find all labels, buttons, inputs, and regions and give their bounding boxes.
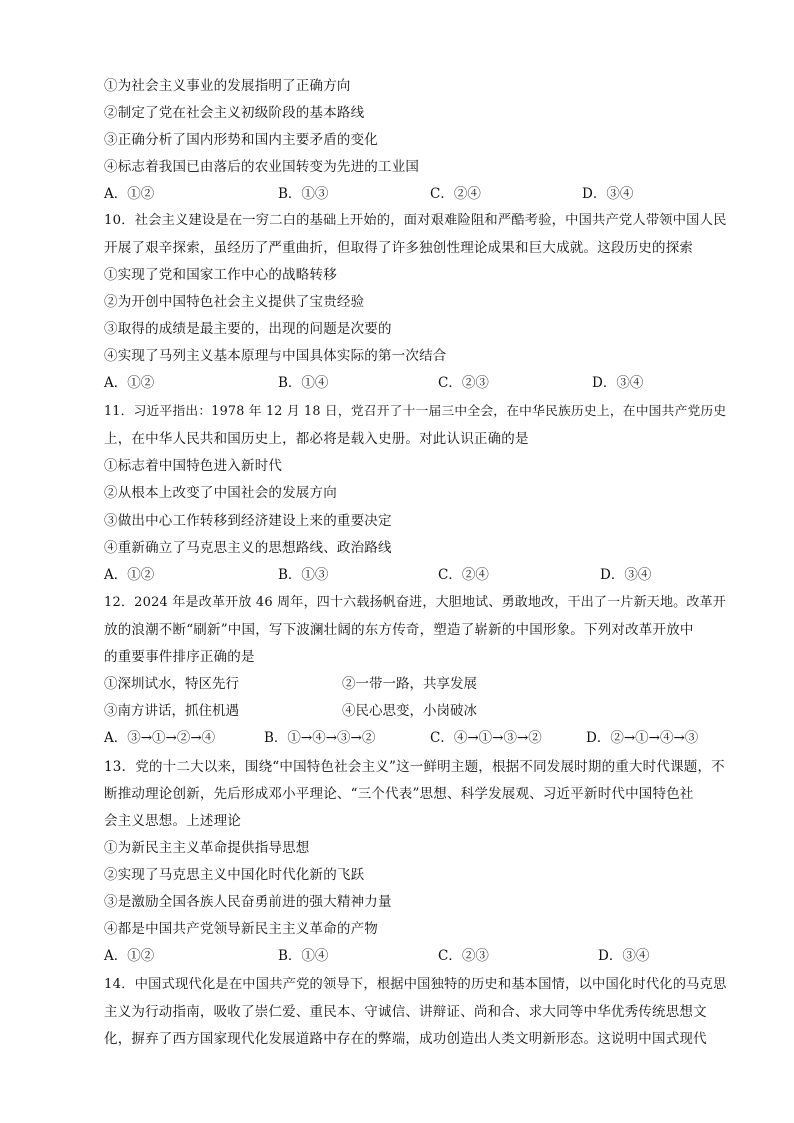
q11-stem-line-1: 11．习近平指出：1978 年 12 月 18 日，党召开了十一届三中全会，在中华民族历史上，在中国共产党历史: [104, 404, 727, 419]
q13-stem-line-1: 13．党的十二大以来，围绕“中国特色社会主义”这一鲜明主题，根据不同发展时期的重大时代课题，不: [104, 759, 725, 775]
q10-option-a[interactable]: A．①②: [104, 375, 155, 391]
q12-event-2: ②一带一路，共享发展: [342, 676, 477, 692]
q9-statement-1: ①为社会主义事业的发展指明了正确方向: [104, 78, 351, 94]
q14-stem-line-2: 主义为行动指南，吸收了崇仁爱、重民本、守诚信、讲辩证、尚和合、求大同等中华优秀传统思想文: [104, 1004, 707, 1020]
q10-statement-2: ②为开创中国特色社会主义提供了宝贵经验: [104, 294, 365, 310]
q12-event-3: ③南方讲话，抓住机遇: [104, 703, 239, 719]
q9-statement-3: ③正确分析了国内形势和国内主要矛盾的变化: [104, 132, 378, 148]
q9-option-d[interactable]: D．③④: [582, 186, 634, 202]
q9-options: [104, 184, 704, 204]
q9-option-c[interactable]: C．②④: [430, 186, 481, 202]
q12-event-row-2: [104, 701, 664, 721]
q10-statement-1: ①实现了党和国家工作中心的战略转移: [104, 267, 337, 283]
q11-options: [104, 565, 704, 585]
q9-option-b[interactable]: B．①③: [278, 186, 329, 202]
q9-statement-2: ②制定了党在社会主义初级阶段的基本路线: [104, 105, 365, 121]
q13-statement-2: ②实现了马克思主义中国化时代化新的飞跃: [104, 867, 365, 883]
q10-statement-4: ④实现了马列主义基本原理与中国具体实际的第一次结合: [104, 348, 447, 364]
q9-option-a[interactable]: A．①②: [104, 186, 155, 202]
q9-statement-4: ④标志着我国已由落后的农业国转变为先进的工业国: [104, 159, 420, 175]
q11-statement-3: ③做出中心工作转移到经济建设上来的重要决定: [104, 513, 392, 529]
q10-option-b[interactable]: B．①④: [278, 375, 329, 391]
q14-stem-line-1: 14．中国式现代化是在中国共产党的领导下，根据中国独特的历史和基本国情，以中国化时代化的马克思: [104, 977, 727, 992]
q11-option-c[interactable]: C．②④: [438, 567, 489, 583]
q12-options: [104, 728, 704, 748]
q11-statement-4: ④重新确立了马克思主义的思想路线、政治路线: [104, 540, 392, 556]
q13-option-d[interactable]: D．③④: [598, 948, 650, 964]
q12-stem-line-3: 的重要事件排序正确的是: [104, 649, 255, 665]
q10-statement-3: ③取得的成绩是最主要的，出现的问题是次要的: [104, 321, 392, 337]
q10-option-c[interactable]: C．②③: [438, 375, 489, 391]
q11-statement-2: ②从根本上改变了中国社会的发展方向: [104, 485, 337, 501]
q11-option-d[interactable]: D．③④: [600, 567, 652, 583]
q12-event-4: ④民心思变，小岗破冰: [342, 703, 477, 719]
q12-option-a[interactable]: A．③→①→②→④: [104, 730, 216, 746]
q12-option-b[interactable]: B．①→④→③→②: [264, 730, 376, 746]
q13-stem-line-2: 断推动理论创新，先后形成邓小平理论、“三个代表”思想、科学发展观、习近平新时代中国特色社: [104, 786, 694, 802]
q13-statement-1: ①为新民主主义革命提供指导思想: [104, 840, 310, 856]
q13-option-b[interactable]: B．①④: [278, 948, 329, 964]
q11-statement-1: ①标志着中国特色进入新时代: [104, 458, 283, 474]
q13-options: [104, 946, 704, 966]
q10-option-d[interactable]: D．③④: [592, 375, 644, 391]
q10-stem-line-2: 开展了艰辛探索，虽经历了严重曲折，但取得了许多独创性理论成果和巨大成就。这段历史的探索: [104, 240, 694, 256]
q12-option-c[interactable]: C．④→①→③→②: [430, 730, 542, 746]
q10-options: [104, 373, 704, 393]
q14-stem-line-3: 化，摒弃了西方国家现代化发展道路中存在的弊端，成功创造出人类文明新形态。这说明中国式现代: [104, 1031, 707, 1047]
q13-stem-line-3: 会主义思想。上述理论: [104, 813, 241, 829]
q13-statement-3: ③是激励全国各族人民奋勇前进的强大精神力量: [104, 894, 392, 910]
q11-option-a[interactable]: A．①②: [104, 567, 155, 583]
q12-option-d[interactable]: D．②→①→④→③: [586, 730, 699, 746]
q12-event-row-1: [104, 674, 664, 694]
q13-statement-4: ④都是中国共产党领导新民主主义革命的产物: [104, 921, 378, 937]
q12-event-1: ①深圳试水，特区先行: [104, 676, 239, 692]
q12-stem-line-2: 放的浪潮不断“刷新”中国，写下波澜壮阔的东方传奇，塑造了崭新的中国形象。下列对改革开放中: [104, 622, 694, 638]
q13-option-a[interactable]: A．①②: [104, 948, 155, 964]
q12-stem-line-1: 12．2024 年是改革开放 46 周年，四十六载扬帆奋进，大胆地试、勇敢地改，干出了一片新天地。改革开: [104, 595, 726, 610]
q10-stem-line-1: 10．社会主义建设是在一穷二白的基础上开始的，面对艰难险阻和严酷考验，中国共产党人带领中国人民: [104, 213, 727, 228]
q13-option-c[interactable]: C．②③: [438, 948, 489, 964]
q11-stem-line-2: 上，在中华人民共和国历史上，都必将是载入史册。对此认识正确的是: [104, 431, 529, 447]
q11-option-b[interactable]: B．①③: [278, 567, 329, 583]
